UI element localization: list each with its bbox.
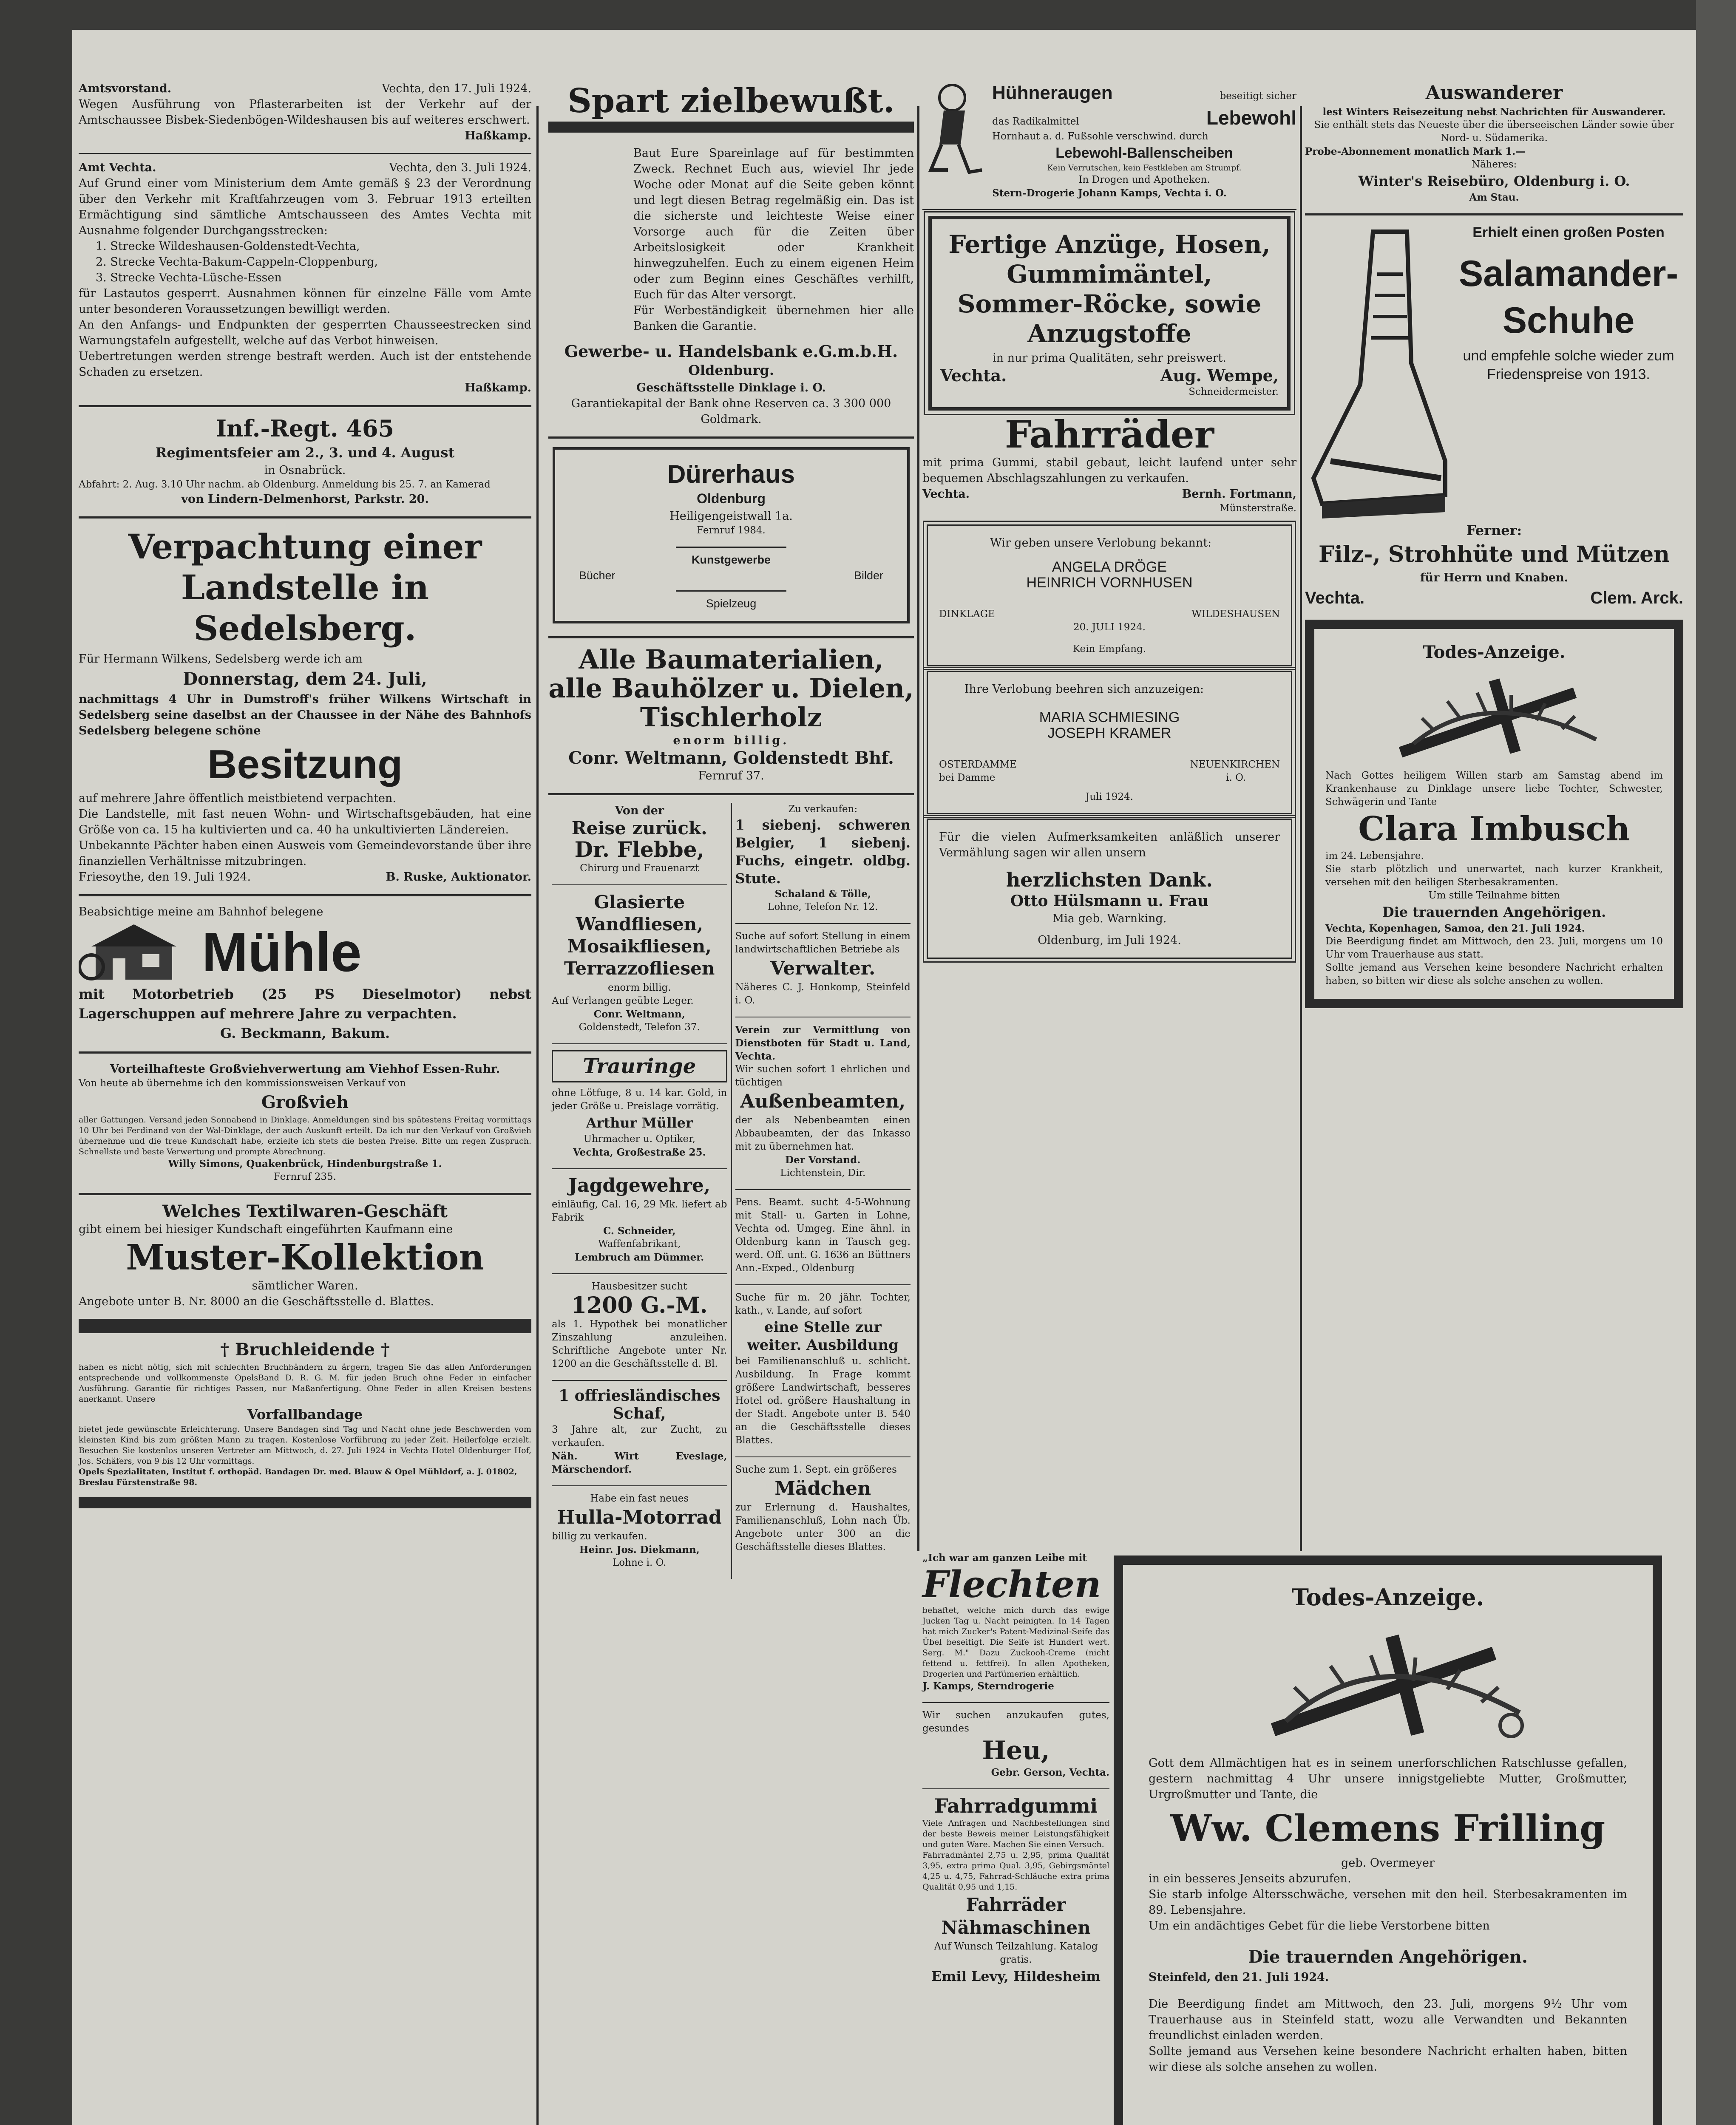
jagd-sub: Waffenfabrikant, bbox=[598, 1238, 681, 1250]
todes2-body: Gott dem Allmächtigen hat es in seinem unerforschlichen Ratschlusse gefallen, gestern nachmittag 4 Uhr unsere innigstgeliebte Mutter, Großmutter, Urgroßmutter und Tante, die bbox=[1149, 1757, 1627, 1801]
motorrad-big: Hulla-Motorrad bbox=[557, 1507, 722, 1528]
salamander-top: Erhielt einen großen Posten bbox=[1472, 224, 1665, 241]
bruch-body: bietet jede gewünschte Erleichterung. Unsere Bandagen sind Tag und Nacht ohne jede Beschwerden vom kleinsten Kind bis zum größten Mann zu tragen. Kostenlose Vorführung zu jeder Zeit. Heilerfolge erzielt. Besuchen Sie kostenlos unseren Vertreter am Mittwoch, d. 27. Juli 1924 in Vechta Hotel Oldenburger Hof, Jos. Schäfers, von 9 bis 12 Uhr vormittags. bbox=[79, 1425, 531, 1466]
divider bbox=[79, 405, 531, 407]
flebbe-line: Von der bbox=[615, 804, 664, 817]
schaf-body: 3 Jahre alt, zur Zucht, zu verkaufen. bbox=[552, 1424, 727, 1448]
verpachtung-intro: Für Hermann Wilkens, Sedelsberg werde ich am bbox=[79, 652, 363, 666]
verlobung-place: WILDESHAUSEN bbox=[1191, 609, 1280, 620]
verwalter-body: Suche auf sofort Stellung in einem landwirtschaftlichen Betriebe als bbox=[735, 931, 911, 955]
textil-sub: sämtlicher Waren. bbox=[252, 1279, 358, 1292]
dank-intro: Für die vielen Aufmerksamkeiten anläßlich unserer Vermählung sagen wir allen unsern bbox=[939, 830, 1280, 859]
grossvieh-head: Vorteilhafteste Großviehverwertung am Viehhof Essen-Ruhr. bbox=[110, 1062, 500, 1076]
notice-item: 2. Strecke Vechta-Bakum-Cappeln-Cloppenburg, bbox=[96, 255, 378, 269]
jagd-addr: Lembruch am Dümmer. bbox=[575, 1252, 704, 1263]
ad-motorrad bbox=[552, 1492, 727, 1570]
ad-anzuege bbox=[928, 216, 1291, 411]
flebbe-title: Chirurg und Frauenarzt bbox=[580, 863, 699, 874]
todes-body: Nach Gottes heiligem Willen starb am Samstag abend im Krankenhause zu Dinklage unsere liebe Tochter, Schwester, Schwägerin und Tante bbox=[1325, 770, 1663, 808]
notice-signature: Haßkamp. bbox=[465, 381, 531, 394]
auswanderer-addr: Am Stau. bbox=[1469, 192, 1519, 203]
column-3 bbox=[922, 81, 1296, 963]
spart-capital: Garantiekapital der Bank ohne Reserven ca. 3 300 000 Goldmark. bbox=[571, 397, 891, 426]
grossvieh-body: aller Gattungen. Versand jeden Sonnabend in Dinklage. Anmeldungen sind bis spätestens Freitag vormittags 10 Uhr bei Ferdinand von der Wal-Dinklage, der auch Auskunft erteilt. Da ich nur den Verkauf von Großvieh übernehme und die treue Kundschaft habe, erzielte ich stets die besten Preise. Bitte um regen Zuspruch. Schnellste und beste Verwertung und prompte Abrechnung. bbox=[79, 1115, 531, 1156]
hypothek-big: 1200 G.-M. bbox=[571, 1292, 708, 1318]
verpachtung-body: Die Landstelle, mit fast neuen Wohn- und Wirtschaftsgebäuden, hat eine Größe von ca. 15 ha kultivierten und ca. 40 ha unkultivierten Ländereien. bbox=[79, 808, 531, 836]
flechten-footer: J. Kamps, Sterndrogerie bbox=[922, 1680, 1054, 1692]
divider bbox=[552, 1380, 727, 1381]
ad-bruchleidende bbox=[79, 1339, 531, 1488]
notice-item: 3. Strecke Vechta-Lüsche-Essen bbox=[96, 271, 282, 284]
spart-title: Spart zielbewußt. bbox=[567, 82, 895, 120]
fliesen-title: Glasierte Wandfliesen, Mosaikfliesen, Terrazzofliesen bbox=[564, 892, 715, 979]
divider bbox=[548, 793, 914, 795]
divider bbox=[922, 209, 1296, 210]
notice-date: Vechta, den 17. Juli 1924. bbox=[382, 82, 531, 95]
verpachtung-date: Friesoythe, den 19. Juli 1924. bbox=[79, 870, 251, 884]
salamander-firm: Clem. Arck. bbox=[1590, 589, 1683, 607]
verlobung-place: OSTERDAMME bbox=[939, 759, 1017, 770]
ad-fahrraeder bbox=[922, 412, 1296, 515]
fliesen-firm: Conr. Weltmann, bbox=[593, 1009, 685, 1020]
todes2-body: Sollte jemand aus Versehen keine besondere Nachricht erhalten haben, bitten wir diese als solche ansehen zu wollen. bbox=[1149, 2045, 1627, 2074]
duerer-bottom: Spielzeug bbox=[706, 597, 757, 610]
muehle-body: mit Motorbetrieb (25 PS Dieselmotor) nebst Lagerschuppen auf mehrere Jahre zu verpachten. bbox=[79, 986, 531, 1022]
auswanderer-firm: Winter's Reisebüro, Oldenburg i. O. bbox=[1358, 173, 1630, 189]
verpachtung-date: Donnerstag, dem 24. Juli, bbox=[183, 669, 427, 689]
heu-head: Wir suchen anzukaufen gutes, gesundes bbox=[922, 1710, 1109, 1734]
bau-line: alle Bauhölzer u. Dielen, bbox=[548, 673, 914, 704]
huehneraugen-product: Lebewohl-Ballenscheiben bbox=[1055, 145, 1233, 161]
verlobung-date: Juli 1924. bbox=[1086, 791, 1133, 802]
divider bbox=[79, 1051, 531, 1054]
huehneraugen-word: Hühneraugen bbox=[992, 82, 1113, 103]
regiment-footer: von Lindern-Delmenhorst, Parkstr. 20. bbox=[181, 493, 429, 506]
todes-age: im 24. Lebensjahre. bbox=[1325, 850, 1424, 861]
divider bbox=[552, 1168, 727, 1169]
ad-auswanderer bbox=[1305, 82, 1683, 204]
ad-verein bbox=[735, 1023, 911, 1180]
todes-body: Sie starb plötzlich und unerwartet, nach kurzer Krankheit, versehen mit den heiligen Sterbesakramenten. bbox=[1325, 864, 1663, 888]
dank-sub: Mia geb. Warnking. bbox=[1052, 912, 1167, 925]
ad-verpachtung bbox=[79, 526, 531, 885]
trauringe-body: ohne Lötfuge, 8 u. 14 kar. Gold, in jeder Größe u. Preislage vorrätig. bbox=[552, 1088, 727, 1112]
notice-body: Uebertretungen werden strenge bestraft werden. Auch ist der entstehende Schaden zu ersetzen. bbox=[79, 350, 531, 379]
verpachtung-signature: B. Ruske, Auktionator. bbox=[386, 870, 531, 884]
grossvieh-big: Großvieh bbox=[261, 1092, 349, 1112]
fahrraeder-body: mit prima Gummi, stabil gebaut, leicht laufend unter sehr bequemen Abschlagszahlungen zu verkaufen. bbox=[922, 456, 1296, 485]
ad-verlobung-schmiesing bbox=[927, 671, 1292, 814]
todes2-born: geb. Overmeyer bbox=[1341, 1856, 1435, 1870]
column-rule bbox=[917, 106, 919, 1551]
cross-palm-icon bbox=[1375, 667, 1613, 765]
ad-maedchen bbox=[735, 1463, 911, 1554]
notice-amtsvorstand bbox=[79, 81, 531, 144]
divider bbox=[552, 1273, 727, 1274]
fahrradgummi-firm: Emil Levy, Hildesheim bbox=[931, 1968, 1101, 1984]
salamander-big: Salamander-Schuhe bbox=[1458, 253, 1679, 341]
auswanderer-body: lest Winters Reisezeitung nebst Nachrichten für Auswanderer. bbox=[1322, 106, 1666, 118]
verpachtung-body: Unbekannte Pächter haben einen Ausweis vom Gemeindevorstande über ihre finanziellen Verhältnisse mitzubringen. bbox=[79, 839, 531, 868]
jagd-firm: C. Schneider, bbox=[603, 1225, 676, 1237]
spart-body: Für Werbeständigkeit übernehmen hier alle Banken die Garantie. bbox=[633, 304, 914, 333]
divider bbox=[735, 923, 911, 924]
verein-sign: Lichtenstein, Dir. bbox=[780, 1167, 866, 1179]
fahrradgummi-body: Viele Anfragen und Nachbestellungen sind der beste Beweis meiner Leistungsfähigkeit und guten Ware. Machen Sie einen Versuch. bbox=[922, 1819, 1109, 1849]
verlobung-name: JOSEPH KRAMER bbox=[1047, 725, 1172, 741]
bruch-footer: Breslau Fürstenstraße 98. bbox=[79, 1478, 198, 1487]
todes-name: Clara Imbusch bbox=[1358, 810, 1630, 848]
verwalter-body: Näheres C. J. Honkomp, Steinfeld i. O. bbox=[735, 982, 911, 1006]
huehneraugen-tag: beseitigt sicher bbox=[1220, 91, 1296, 102]
ad-verlobung-droege bbox=[927, 524, 1292, 666]
salamander-hats: Filz-, Strohhüte und Mützen bbox=[1319, 541, 1670, 567]
dank-place: Oldenburg, im Juli 1924. bbox=[1038, 934, 1181, 947]
divider bbox=[922, 1702, 1109, 1703]
muehle-big: Mühle bbox=[202, 921, 362, 983]
verein-body: der als Nebenbeamten einen Abbaubeamten, der das Inkasso mit zu übernehmen hat. bbox=[735, 1115, 911, 1152]
ad-fliesen bbox=[552, 891, 727, 1034]
verwalter-big: Verwalter. bbox=[770, 958, 876, 979]
maedchen-body: Suche zum 1. Sept. ein größeres bbox=[735, 1464, 897, 1475]
toechter-big: eine Stelle zur weiter. Ausbildung bbox=[747, 1319, 899, 1354]
column-3-lower bbox=[922, 1551, 1109, 1995]
ad-schaf bbox=[552, 1387, 727, 1476]
ad-todesanzeige-imbusch bbox=[1305, 620, 1683, 1008]
grossvieh-signature: Willy Simons, Quakenbrück, Hindenburgstraße 1. bbox=[168, 1158, 442, 1170]
belgier-head: Zu verkaufen: bbox=[788, 804, 858, 815]
ad-muehle bbox=[79, 904, 531, 1042]
ad-jagd bbox=[552, 1175, 727, 1264]
divider bbox=[79, 153, 531, 154]
divider bbox=[1305, 213, 1683, 215]
heu-big: Heu, bbox=[982, 1736, 1050, 1765]
salamander-place: Vechta. bbox=[1305, 589, 1365, 607]
bruch-footer: Opels Spezialitaten, Institut f. orthopäd. Bandagen Dr. med. Blauw & Opel Mühldorf, a. J. 01802, bbox=[79, 1467, 517, 1476]
duerer-phone: Fernruf 1984. bbox=[697, 525, 766, 536]
todes-body: Sollte jemand aus Versehen keine besondere Nachricht erhalten haben, so bitten wir diese als solche ansehen zu wollen. bbox=[1325, 962, 1663, 986]
fahrraeder-firm: Bernh. Fortmann, bbox=[1182, 487, 1296, 501]
todes2-name: Ww. Clemens Frilling bbox=[1170, 1807, 1606, 1850]
huehneraugen-brand: Lebewohl bbox=[1206, 107, 1296, 129]
divider bbox=[548, 436, 914, 439]
todes2-title: Todes-Anzeige. bbox=[1291, 1584, 1484, 1611]
fliesen-addr: Goldenstedt, Telefon 37. bbox=[579, 1022, 700, 1033]
dank-big: herzlichsten Dank. bbox=[1006, 868, 1213, 891]
regiment-place: in Osnabrück. bbox=[264, 464, 346, 477]
verlobung-place: DINKLAGE bbox=[939, 609, 995, 620]
regiment-line: Regimentsfeier am 2., 3. und 4. August bbox=[155, 445, 455, 461]
verpachtung-title: Verpachtung einer Landstelle in Sedelsberg. bbox=[128, 527, 482, 648]
mill-icon bbox=[79, 920, 189, 984]
verlobung-intro: Wir geben unsere Verlobung bekannt: bbox=[990, 536, 1212, 550]
ad-baumaterial bbox=[548, 646, 914, 784]
ad-huehneraugen bbox=[922, 81, 1296, 200]
ad-todesanzeige-frilling bbox=[1114, 1556, 1662, 2125]
huehneraugen-sub: das Radikalmittel bbox=[992, 116, 1079, 127]
verpachtung-body: auf mehrere Jahre öffentlich meistbietend verpachten. bbox=[79, 792, 396, 805]
textil-line: gibt einem bei hiesiger Kundschaft eingeführten Kaufmann eine bbox=[79, 1223, 453, 1236]
todes-sign: Die trauernden Angehörigen. bbox=[1382, 904, 1606, 920]
ad-hypothek bbox=[552, 1280, 727, 1371]
fahrraeder-addr: Münsterstraße. bbox=[1220, 503, 1296, 514]
todes2-body: Die Beerdigung findet am Mittwoch, den 23. Juli, morgens 9½ Uhr vom Trauerhause aus in Steinfeld statt, wozu alle Verwandten und Bekannten freundlichst einladen werden. bbox=[1149, 1998, 1627, 2042]
toechter-body: bei Familienanschluß u. schlicht. Ausbildung. In Frage kommt größere Landwirtschaft, besseres Hotel od. größere Haushaltung in der Stadt. Angebote unter B. 540 an die Geschäftsstelle dieses Blattes. bbox=[735, 1356, 911, 1446]
verlobung-date: 20. JULI 1924. bbox=[1073, 622, 1146, 633]
verlobung-place: NEUENKIRCHEN bbox=[1190, 759, 1280, 770]
spart-bank-place: Oldenburg. bbox=[688, 362, 774, 378]
flebbe-name: Dr. Flebbe, bbox=[574, 837, 704, 862]
column-1 bbox=[79, 81, 531, 1508]
trauringe-title: Trauringe bbox=[583, 1054, 696, 1078]
hypothek-body: als 1. Hypothek bei monatlicher Zinszahlung anzuleihen. Schriftliche Angebote unter Nr. 1200 an die Geschäftsstelle d. Bl. bbox=[552, 1319, 727, 1369]
ad-flebbe bbox=[552, 803, 727, 875]
muehle-intro: Beabsichtige meine am Bahnhof belegene bbox=[79, 905, 323, 918]
two-column-classifieds bbox=[548, 803, 914, 1579]
textil-line: Welches Textilwaren-Geschäft bbox=[162, 1201, 448, 1221]
todes-title: Todes-Anzeige. bbox=[1423, 642, 1566, 662]
divider bbox=[735, 1284, 911, 1285]
motorrad-firm: Heinr. Jos. Diekmann, bbox=[579, 1544, 700, 1556]
motorrad-body: billig zu verkaufen. bbox=[552, 1531, 647, 1542]
belgier-firm: Schaland & Tölle, bbox=[774, 888, 871, 900]
jagd-body: einläufig, Cal. 16, 29 Mk. liefert ab Fabrik bbox=[552, 1199, 727, 1223]
ad-verwalter bbox=[735, 930, 911, 1007]
huehneraugen-body: Hornhaut a. d. Fußsohle verschwind. durch bbox=[992, 131, 1208, 142]
ad-wohnung bbox=[735, 1196, 911, 1275]
trauringe-addr: Vechta, Großestraße 25. bbox=[573, 1147, 706, 1158]
divider bbox=[552, 1043, 727, 1044]
verein-big: Außenbeamten, bbox=[740, 1091, 906, 1112]
divider bbox=[735, 1456, 911, 1457]
fahrradgummi-body: Auf Wunsch Teilzahlung. Katalog gratis. bbox=[934, 1941, 1098, 1965]
textil-big: Muster-Kollektion bbox=[126, 1237, 484, 1278]
schaf-addr: Näh. Wirt Eveslage, Märschendorf. bbox=[552, 1451, 727, 1475]
grossvieh-intro: Von heute ab übernehme ich den kommissionsweisen Verkauf von bbox=[79, 1078, 406, 1089]
anzuege-body: in nur prima Qualitäten, sehr preiswert. bbox=[992, 351, 1226, 365]
trauringe-sub: Uhrmacher u. Optiker, bbox=[583, 1133, 695, 1145]
bau-line: enorm billig. bbox=[673, 734, 789, 747]
notice-body: für Lastautos gesperrt. Ausnahmen können für einzelne Fälle vom Amte unter besonderen Voraussetzungen bewilligt werden. bbox=[79, 287, 531, 316]
duerer-center: Kunstgewerbe bbox=[691, 553, 771, 566]
grossvieh-phone: Fernruf 235. bbox=[274, 1171, 336, 1182]
black-banner bbox=[79, 1497, 531, 1508]
ad-grossvieh bbox=[79, 1061, 531, 1184]
wohnung-body: Pens. Beamt. sucht 4-5-Wohnung mit Stall- u. Garten in Lohne, Vechta od. Umgeg. Eine ähnl. in Oldenburg kann in Tausch geg. werd. Off. unt. G. 1636 an Büttners Ann.-Exped., Oldenburg bbox=[735, 1197, 911, 1274]
verein-head: Verein zur Vermittlung von Dienstboten für Stadt u. Land, Vechta. bbox=[735, 1024, 911, 1062]
notice-body: Wegen Ausführung von Pflasterarbeiten ist der Verkehr auf der Amtschaussee Bisbek-Siedenbögen-Wildeshausen bis auf weiteres erschwert. bbox=[79, 98, 531, 127]
anzuege-place: Vechta. bbox=[940, 366, 1007, 385]
spart-branch: Geschäftsstelle Dinklage i. O. bbox=[636, 381, 826, 394]
flechten-body: behaftet, welche mich durch das ewige Jucken Tag u. Nacht peinigten. In 14 Tagen hat mich Zucker's Patent-Medizinal-Seife das Übel beseitigt. Die Seife ist Hundert wert. Serg. M." Dazu Zuckooh-Creme (nicht fettend u. fettfrei). In allen Apotheken, Drogerien und Parfümerien erhältlich. bbox=[922, 1606, 1109, 1679]
huehneraugen-note: Kein Verrutschen, kein Festkleben am Strumpf. bbox=[1047, 163, 1242, 173]
black-banner bbox=[79, 1319, 531, 1333]
spart-body: Baut Eure Spareinlage auf für bestimmten Zweck. Rechnet Euch aus, wieviel Ihr jede Woche oder Monat auf die Seite geben könnt und legt diesen Betrag regelmäßig ein. Das ist die sicherste und leichteste Weise einer Vorsorge auch für die Zeiten über Arbeitslosigkeit oder Krankheit hinwegzuhelfen. Euch zu einem eigenen Heim oder zum Beginn eines Geschäftes verhilft, Euch für das Alter versorgt. bbox=[633, 147, 914, 301]
auswanderer-title: Auswanderer bbox=[1425, 82, 1563, 104]
ad-spart bbox=[548, 83, 914, 427]
divider bbox=[552, 884, 727, 885]
verpachtung-big: Besitzung bbox=[207, 742, 403, 787]
ad-toechter bbox=[735, 1291, 911, 1447]
auswanderer-probe: Probe-Abonnement monatlich Mark 1.— bbox=[1305, 146, 1526, 157]
verein-body: Wir suchen sofort 1 ehrlichen und tüchtigen bbox=[735, 1064, 911, 1088]
notice-signature: Haßkamp. bbox=[465, 129, 531, 142]
notice-amt-vechta bbox=[79, 160, 531, 396]
foot-figure-icon bbox=[922, 81, 986, 178]
flechten-big: Flechten bbox=[922, 1563, 1101, 1606]
verlobung-intro: Ihre Verlobung beehren sich anzuzeigen: bbox=[964, 683, 1204, 696]
scanner-background bbox=[1696, 0, 1736, 2125]
divider bbox=[79, 894, 531, 896]
regiment-body: Abfahrt: 2. Aug. 3.10 Uhr nachm. ab Oldenburg. Anmeldung bis 25. 7. an Kamerad bbox=[79, 479, 491, 490]
fahrraeder-title: Fahrräder bbox=[1004, 412, 1214, 456]
maedchen-big: Mädchen bbox=[774, 1478, 871, 1499]
notice-heading: Amt Vechta. bbox=[79, 161, 156, 174]
bruch-title: † Bruchleidende † bbox=[220, 1340, 390, 1360]
verpachtung-body: nachmittags 4 Uhr in Dumstroff's früher Wilkens Wirtschaft in Sedelsberg seine daselbst an der Chaussee in der Nähe des Bahnhofs Sedelsberg belegene schöne bbox=[79, 693, 531, 737]
ad-regiment bbox=[79, 415, 531, 507]
motorrad-addr: Lohne i. O. bbox=[613, 1557, 667, 1568]
column-rule bbox=[536, 106, 539, 2125]
duerer-address: Heiligengeistwall 1a. bbox=[669, 510, 793, 523]
regiment-title: Inf.-Regt. 465 bbox=[216, 415, 394, 442]
maedchen-body: zur Erlernung d. Haushaltes, Familienanschluß, Lohn nach Üb. Angebote unter 300 an die Geschäftsstelle dieses Blattes. bbox=[735, 1502, 911, 1553]
fliesen-line: enorm billig. bbox=[607, 982, 671, 993]
anzuege-firm: Aug. Wempe, bbox=[1160, 366, 1279, 385]
ad-flechten bbox=[922, 1551, 1109, 1693]
notice-body: Auf Grund einer vom Ministerium dem Amte gemäß § 23 der Verordnung über den Verkehr mit Kraftfahrzeugen vom 3. Februar 1913 erteilten Ermächtigung sind sämtliche Amtschausseen des Amtes Vechta mit Ausnahme folgender Durchgangsstrecken: bbox=[79, 177, 531, 237]
schaf-big: 1 offriesländisches Schaf, bbox=[558, 1387, 720, 1422]
ad-dank bbox=[927, 819, 1292, 959]
notice-heading: Amtsvorstand. bbox=[79, 82, 172, 95]
fahrradgummi-title: Fahrradgummi bbox=[934, 1794, 1098, 1817]
anzuege-sub: Schneidermeister. bbox=[1189, 386, 1279, 397]
ad-belgier bbox=[735, 803, 911, 914]
black-banner bbox=[548, 122, 914, 133]
todes-body: Die Beerdigung findet am Mittwoch, den 23. Juli, morgens um 10 Uhr vom Trauerhause aus statt. bbox=[1325, 936, 1663, 960]
flebbe-line: Reise zurück. bbox=[571, 818, 707, 839]
bruch-body: haben es nicht nötig, sich mit schlechten Bruchbändern zu ärgern, tragen Sie das allen Anforderungen entsprechende und vollkommenste OpelsBand D. R. G. M. für jeden Bruch ohne Feder in einfacher Ausführung. Garantie für richtiges Passen, nur Maßanfertigung. Ohne Feder in allen Kreisen bestens anerkannt. Unsere bbox=[79, 1363, 531, 1404]
fahrradgummi-big: Fahrräder bbox=[966, 1894, 1066, 1915]
bau-phone: Fernruf 37. bbox=[698, 769, 764, 782]
salamander-hats-sub: für Herrn und Knaben. bbox=[1420, 571, 1569, 584]
divider bbox=[922, 1788, 1109, 1789]
auswanderer-more: Näheres: bbox=[1471, 159, 1517, 170]
bau-line: Tischlerholz bbox=[640, 702, 823, 733]
column-rule bbox=[1300, 106, 1302, 1551]
column-4 bbox=[1305, 81, 1683, 1017]
ad-textil bbox=[79, 1203, 531, 1309]
duerer-right: Bilder bbox=[854, 569, 883, 582]
cross-palm-icon bbox=[1239, 1619, 1537, 1747]
huehneraugen-drogerie: Stern-Drogerie Johann Kamps, Vechta i. O. bbox=[992, 187, 1227, 199]
todes2-body: in ein besseres Jenseits abzurufen. bbox=[1149, 1872, 1351, 1885]
spart-bank: Gewerbe- u. Handelsbank e.G.m.b.H. bbox=[564, 342, 898, 361]
divider bbox=[735, 1189, 911, 1190]
muehle-signature: G. Beckmann, Bakum. bbox=[220, 1025, 390, 1041]
ad-heu bbox=[922, 1709, 1109, 1779]
ad-fahrradgummi bbox=[922, 1795, 1109, 1985]
trauringe-firm: Arthur Müller bbox=[586, 1115, 693, 1131]
belgier-addr: Lohne, Telefon Nr. 12. bbox=[768, 901, 878, 912]
verlobung-place: bei Damme bbox=[939, 772, 996, 783]
ad-trauringe bbox=[552, 1050, 727, 1159]
bau-line: Alle Baumaterialien, bbox=[579, 644, 884, 675]
divider bbox=[79, 1193, 531, 1195]
todes-note: Um stille Teilnahme bitten bbox=[1428, 890, 1560, 901]
todes2-body: Sie starb infolge Altersschwäche, versehen mit den heil. Sterbesakramenten im 89. Lebensjahre. bbox=[1149, 1888, 1627, 1917]
divider bbox=[552, 1485, 727, 1486]
todes2-sign: Die trauernden Angehörigen. bbox=[1248, 1947, 1528, 1967]
textil-body: Angebote unter B. Nr. 8000 an die Geschäftsstelle d. Blattes. bbox=[79, 1295, 434, 1308]
duerer-city: Oldenburg bbox=[697, 491, 766, 506]
huehneraugen-note: In Drogen und Apotheken. bbox=[1078, 174, 1210, 185]
fliesen-line: Auf Verlangen geübte Leger. bbox=[552, 995, 694, 1006]
salamander-ferner: Ferner: bbox=[1466, 522, 1522, 538]
divider bbox=[548, 636, 914, 638]
jagd-title: Jagdgewehre, bbox=[568, 1175, 711, 1196]
notice-date: Vechta, den 3. Juli 1924. bbox=[389, 161, 531, 174]
verlobung-name: HEINRICH VORNHUSEN bbox=[1026, 575, 1193, 591]
duerer-left: Bücher bbox=[579, 569, 616, 582]
auswanderer-body: Sie enthält stets das Neueste über die überseeischen Länder sowie über Nord- u. Südamerika. bbox=[1314, 119, 1674, 144]
toechter-body: Suche für m. 20 jähr. Tochter, kath., v. Lande, auf sofort bbox=[735, 1292, 911, 1316]
ad-salamander bbox=[1305, 223, 1683, 610]
divider bbox=[79, 516, 531, 518]
shoe-icon bbox=[1305, 223, 1450, 521]
dank-names: Otto Hülsmann u. Frau bbox=[1010, 892, 1209, 910]
verlobung-note: Kein Empfang. bbox=[1072, 643, 1146, 654]
motorrad-head: Habe ein fast neues bbox=[590, 1493, 689, 1504]
heu-firm: Gebr. Gerson, Vechta. bbox=[991, 1767, 1109, 1778]
fahrradgummi-prices: Fahrradmäntel 2,75 u. 2,95, prima Qualität 3,95, extra prima Qual. 3,95, Gebirgsmäntel 4,25 u. 4,75, Fahrrad-Schläuche extra prima Qualität 0,95 und 1,15. bbox=[922, 1850, 1109, 1892]
flechten-quote: „Ich war am ganzen Leibe mit bbox=[922, 1552, 1087, 1564]
belgier-body: 1 siebenj. schweren Belgier, 1 siebenj. Fuchs, eingetr. oldbg. Stute. bbox=[735, 817, 911, 887]
salamander-body: und empfehle solche wieder zum Friedenspreise von 1913. bbox=[1463, 348, 1674, 382]
fahrradgummi-big: Nähmaschinen bbox=[941, 1917, 1091, 1938]
todes-places: Vechta, Kopenhagen, Samoa, den 21. Juli 1924. bbox=[1325, 923, 1585, 934]
notice-item: 1. Strecke Wildeshausen-Goldenstedt-Vechta, bbox=[96, 240, 360, 253]
notice-body: An den Anfangs- und Endpunkten der gesperrten Chausseestrecken sind Warnungstafeln aufgestellt, welche auf das Verbot hinweisen. bbox=[79, 318, 531, 347]
todes2-place: Steinfeld, den 21. Juli 1924. bbox=[1149, 1971, 1329, 1984]
todes2-body: Um ein andächtiges Gebet für die liebe Verstorbene bitten bbox=[1149, 1919, 1490, 1932]
verlobung-place: i. O. bbox=[1226, 772, 1246, 783]
ad-duererhaus bbox=[553, 447, 910, 623]
verlobung-name: MARIA SCHMIESING bbox=[1039, 709, 1180, 725]
column-2 bbox=[548, 81, 914, 1579]
verein-sign: Der Vorstand. bbox=[785, 1154, 861, 1166]
hypothek-head: Hausbesitzer sucht bbox=[591, 1281, 687, 1292]
fahrraeder-place: Vechta. bbox=[922, 487, 970, 501]
anzuege-title: Fertige Anzüge, Hosen, Gummimäntel, Sommer-Röcke, sowie Anzugstoffe bbox=[948, 230, 1271, 348]
bau-firm: Conr. Weltmann, Goldenstedt Bhf. bbox=[568, 748, 894, 768]
duerer-name: Dürerhaus bbox=[667, 460, 795, 488]
verlobung-name: ANGELA DRÖGE bbox=[1052, 559, 1167, 575]
bruch-sub: Vorfallbandage bbox=[247, 1406, 363, 1422]
